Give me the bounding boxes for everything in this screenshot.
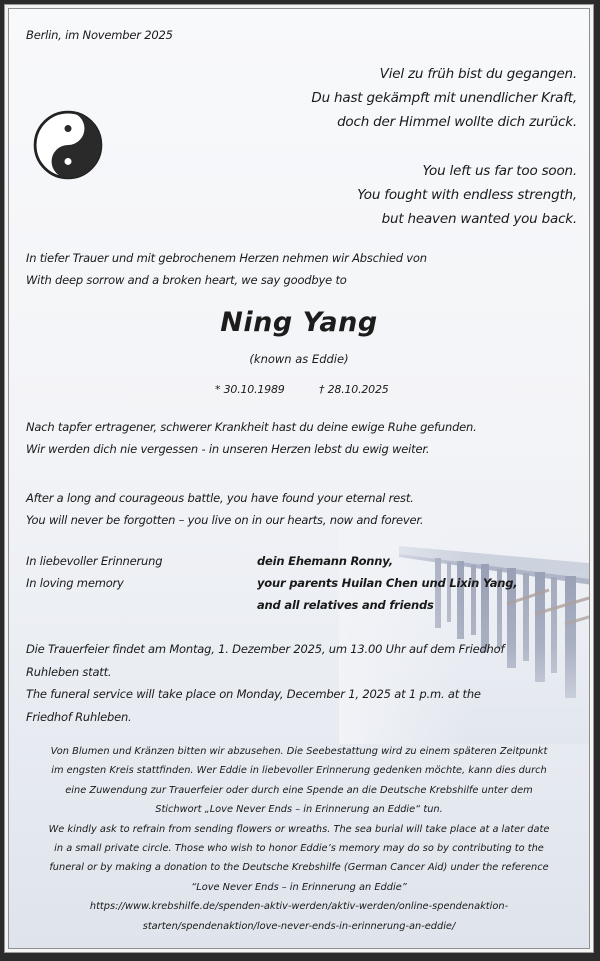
donation-link[interactable]: https://www.krebshilfe.de/spenden-aktiv-werden/aktiv-werden/online-spendenaktion-: [89, 901, 509, 913]
message-german: [26, 416, 477, 460]
message-line: Wir werden dich nie vergessen - in unseren Herzen lebst du ewig weiter.: [26, 442, 430, 456]
poem-line: You fought with endless strength,: [357, 187, 577, 203]
donation-link[interactable]: starten/spendenaktion/love-never-ends-in-erinnerung-an-eddie/: [142, 920, 456, 932]
intro-line-en: With deep sorrow and a broken heart, we say goodbye to: [26, 273, 347, 287]
poem-line: Du hast gekämpft mit unendlicher Kraft,: [311, 90, 577, 106]
mourner: your parents Huilan Chen und Lixin Yang,: [257, 576, 518, 590]
notice-line: “Love Never Ends – in Erinnerung an Eddie”: [191, 881, 407, 893]
memory-labels: [26, 550, 162, 594]
funeral-line: Ruhleben statt.: [26, 664, 112, 679]
deceased-alias: (known as Eddie): [249, 352, 349, 366]
obituary-frame: [4, 4, 594, 953]
poem-line: doch der Himmel wollte dich zurück.: [337, 114, 577, 130]
funeral-info: [26, 638, 504, 728]
notice-line: funeral or by making a donation to the Deutsche Krebshilfe (German Cancer Aid) under the reference: [49, 862, 549, 874]
notice-line: Stichwort „Love Never Ends – in Erinnerung an Eddie“ tun.: [155, 804, 443, 816]
poem-german: [311, 62, 577, 134]
poem-english: [357, 159, 577, 231]
mourner: dein Ehemann Ronny,: [257, 554, 393, 568]
poem-line: You left us far too soon.: [422, 163, 577, 179]
death-date: † 28.10.2025: [319, 383, 389, 396]
obituary-page: [8, 8, 590, 949]
message-line: Nach tapfer ertragener, schwerer Krankheit hast du deine ewige Ruhe gefunden.: [26, 420, 477, 434]
mourners-list: [257, 550, 517, 616]
message-line: You will never be forgotten – you live on in our hearts, now and forever.: [26, 513, 424, 527]
funeral-line: Die Trauerfeier findet am Montag, 1. Dezember 2025, um 13.00 Uhr auf dem Friedhof: [26, 642, 505, 656]
mourner: and all relatives and friends: [257, 598, 434, 612]
poem-line: but heaven wanted you back.: [381, 211, 577, 227]
notice-line: im engsten Kreis stattfinden. Wer Eddie in liebevoller Erinnerung gedenken möchte, kann dies durch: [51, 765, 547, 777]
notice-line: Von Blumen und Kränzen bitten wir abzusehen. Die Seebestattung wird zu einem späteren Zeitpunkt: [50, 746, 548, 757]
notice-line: We kindly ask to refrain from sending flowers or wreaths. The sea burial will take place at a later date: [48, 823, 550, 835]
memory-label-en: In loving memory: [26, 576, 124, 590]
notice-line: in a small private circle. Those who wish to honor Eddie’s memory may do so by contributing to the: [54, 843, 544, 855]
place-date: Berlin, im November 2025: [26, 28, 173, 42]
intro-text: [26, 247, 427, 291]
funeral-line: Friedhof Ruhleben.: [26, 709, 132, 724]
donation-notice: [19, 742, 579, 936]
poem-line: Viel zu früh bist du gegangen.: [379, 66, 577, 82]
deceased-name: Ning Yang: [220, 307, 378, 338]
notice-line: eine Zuwendung zur Trauerfeier oder durch eine Spende an die Deutsche Krebshilfe unter dem: [65, 784, 533, 796]
funeral-line: The funeral service will take place on Monday, December 1, 2025 at 1 p.m. at the: [26, 687, 481, 701]
memory-label-de: In liebevoller Erinnerung: [26, 554, 163, 568]
message-english: [26, 487, 423, 531]
intro-line-de: In tiefer Trauer und mit gebrochenem Herzen nehmen wir Abschied von: [26, 251, 427, 265]
message-line: After a long and courageous battle, you have found your eternal rest.: [26, 491, 414, 505]
yin-yang-icon: [33, 110, 103, 180]
birth-date: * 30.10.1989: [215, 383, 285, 396]
